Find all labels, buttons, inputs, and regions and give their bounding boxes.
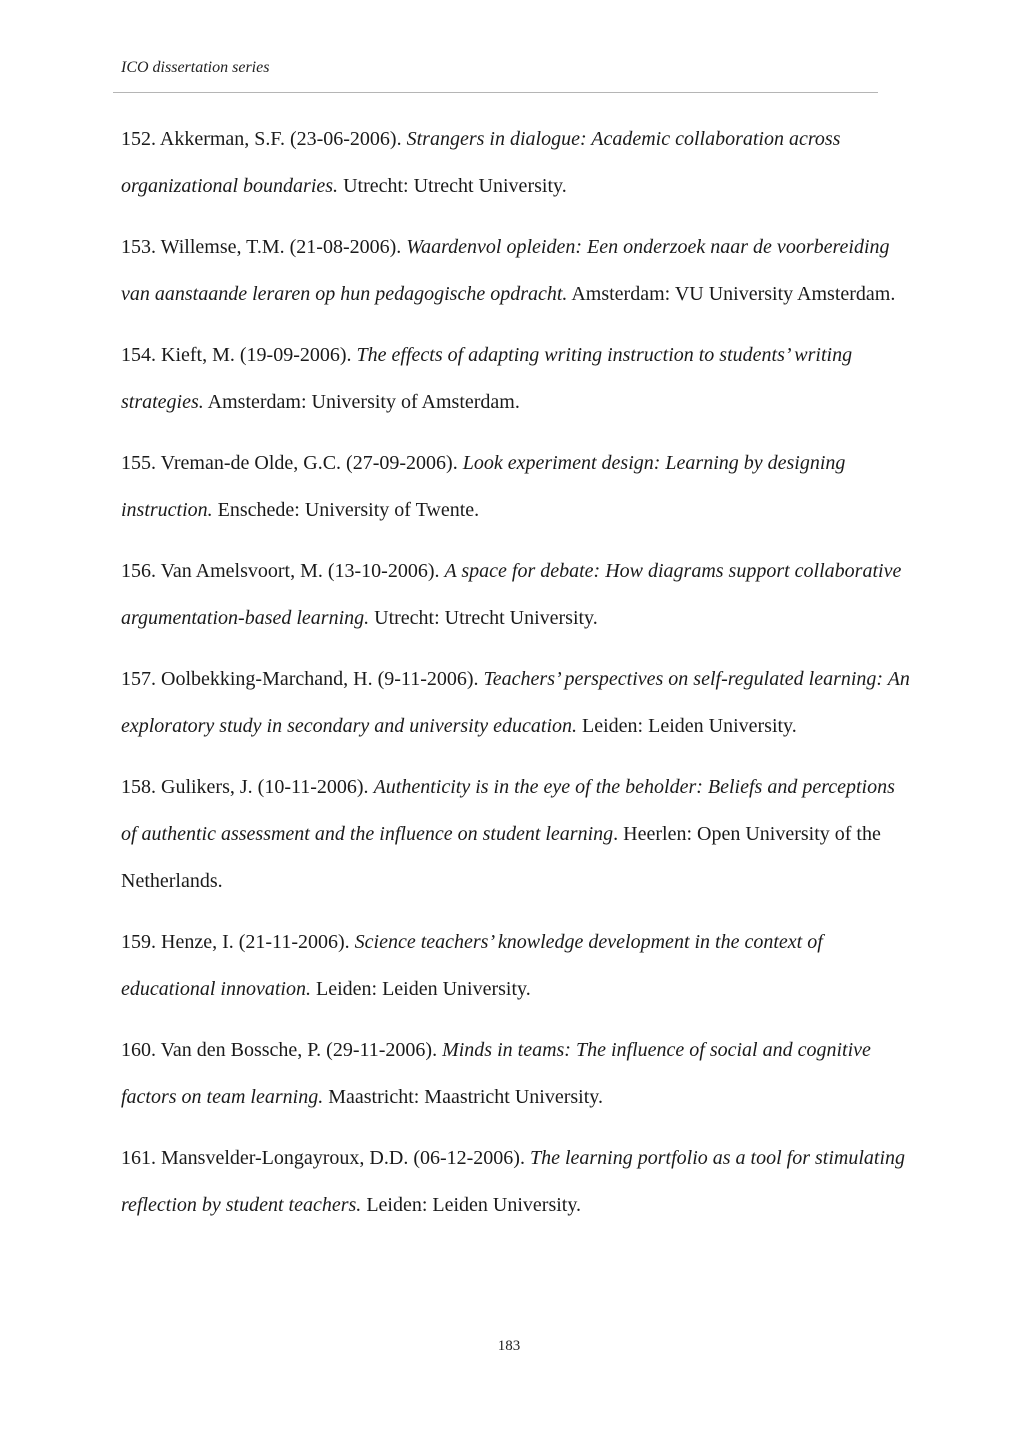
entry-author-date: 156. Van Amelsvoort, M. (13-10-2006). [121, 560, 445, 582]
entry-title: Teachers’ perspectives on self-regulated learning: An exploratory study in secondary and university education. [121, 668, 910, 737]
dissertation-entry-154 [121, 332, 911, 426]
entry-author-date: 155. Vreman-de Olde, G.C. (27-09-2006). [121, 452, 463, 474]
entry-title: Look experiment design: Learning by designing instruction. [121, 452, 846, 521]
entry-author-date: 158. Gulikers, J. (10-11-2006). [121, 776, 374, 798]
dissertation-entry-157 [121, 656, 911, 750]
entry-title: A space for debate: How diagrams support collaborative argumentation-based learning. [121, 560, 902, 629]
entry-author-date: 152. Akkerman, S.F. (23-06-2006). [121, 128, 407, 150]
dissertation-list [121, 116, 911, 1243]
entry-author-date: 160. Van den Bossche, P. (29-11-2006). [121, 1039, 443, 1061]
dissertation-entry-160 [121, 1027, 911, 1121]
entry-publisher: Leiden: Leiden University. [361, 1194, 582, 1216]
entry-title: Science teachers’ knowledge development in the context of educational innovation. [121, 931, 823, 1000]
dissertation-entry-153 [121, 224, 911, 318]
entry-title: Authenticity is in the eye of the beholder: Beliefs and perceptions of authentic assessment and the influence on student learning [121, 776, 895, 845]
entry-publisher: Amsterdam: VU University Amsterdam. [567, 283, 896, 305]
entry-author-date: 161. Mansvelder-Longayroux, D.D. (06-12-2006). [121, 1147, 530, 1169]
entry-publisher: . Heerlen: Open University of the Netherlands. [121, 823, 881, 892]
entry-author-date: 157. Oolbekking-Marchand, H. (9-11-2006). [121, 668, 484, 690]
entry-title: Strangers in dialogue: Academic collaboration across organizational boundaries. [121, 128, 841, 197]
dissertation-entry-158 [121, 764, 911, 905]
entry-title: The effects of adapting writing instruction to students’ writing strategies. [121, 344, 853, 413]
entry-title: Waardenvol opleiden: Een onderzoek naar de voorbereiding van aanstaande leraren op hun pedagogische opdracht. [121, 236, 890, 305]
entry-publisher: Utrecht: Utrecht University. [338, 175, 567, 197]
entry-publisher: Amsterdam: University of Amsterdam. [203, 391, 520, 413]
dissertation-entry-155 [121, 440, 911, 534]
dissertation-entry-159 [121, 919, 911, 1013]
dissertation-entry-156 [121, 548, 911, 642]
running-header-title: ICO dissertation series [121, 59, 270, 76]
entry-author-date: 153. Willemse, T.M. (21-08-2006). [121, 236, 407, 258]
entry-publisher: Maastricht: Maastricht University. [323, 1086, 603, 1108]
entry-title: The learning portfolio as a tool for stimulating reflection by student teachers. [121, 1147, 905, 1216]
header-divider [113, 92, 878, 93]
entry-publisher: Leiden: Leiden University. [310, 978, 531, 1000]
dissertation-entry-161 [121, 1135, 911, 1229]
page-number: 183 [497, 1338, 521, 1354]
entry-publisher: Utrecht: Utrecht University. [369, 607, 598, 629]
entry-author-date: 154. Kieft, M. (19-09-2006). [121, 344, 357, 366]
entry-publisher: Leiden: Leiden University. [577, 715, 797, 737]
entry-author-date: 159. Henze, I. (21-11-2006). [121, 931, 355, 953]
entry-title: Minds in teams: The influence of social and cognitive factors on team learning. [121, 1039, 871, 1108]
entry-publisher: Enschede: University of Twente. [212, 499, 480, 521]
dissertation-entry-152 [121, 116, 911, 210]
